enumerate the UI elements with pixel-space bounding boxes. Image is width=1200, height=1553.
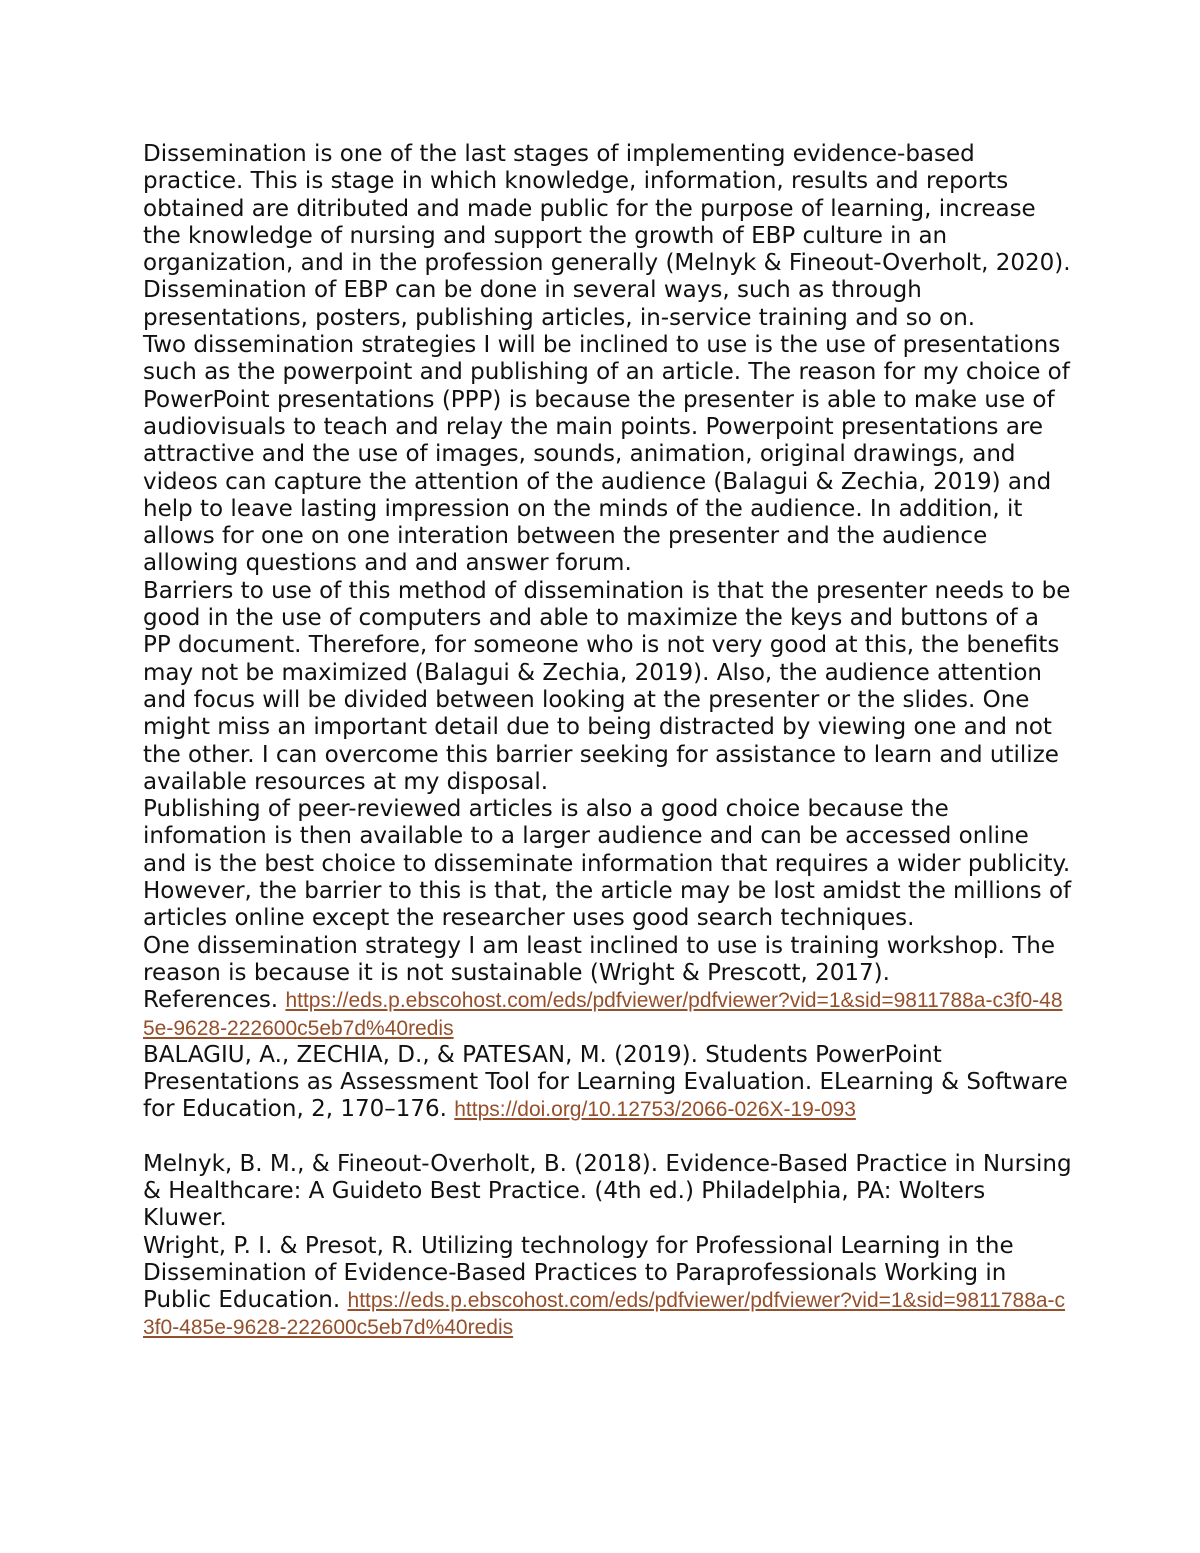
references-heading-link[interactable]: https://eds.p.ebscohost.com/eds/pdfviewer/pdfviewer?vid=1&sid=9811788a-c3f0-485e-9628-222600c5eb7d%40redis	[143, 989, 1063, 1040]
paragraph-least-inclined: One dissemination strategy I am least inclined to use is training workshop. The reason is because it is not sustainable (Wright & Prescott, 2017).	[143, 932, 1056, 986]
reference-melnyk: Melnyk, B. M., & Fineout-Overholt, B. (2018). Evidence-Based Practice in Nursing & Healthcare: A Guideto Best Practice. (4th ed.) Philadelphia, PA: Wolters Kluwer.	[143, 1150, 1072, 1232]
reference-wright-link[interactable]: https://eds.p.ebscohost.com/eds/pdfviewer/pdfviewer?vid=1&sid=9811788a-c3f0-485e-9628-222600c5eb7d%40redis	[143, 1289, 1066, 1340]
reference-balagiu-text: BALAGIU, A., ZECHIA, D., & PATESAN, M. (2019). Students PowerPoint Presentations as Assessment Tool for Learning Evaluation. ELearning & Software for Education, 2, 170–176.	[143, 1041, 1068, 1123]
reference-wright	[143, 1233, 1073, 1342]
document-page	[143, 141, 1073, 1342]
paragraph-barriers: Barriers to use of this method of dissemination is that the presenter needs to be good in the use of computers and able to maximize the keys and buttons of a PP document. Therefore, for someone who is not very good at this, the benefits may not be maximized (Balagui & Zechia, 2019). Also, the audience attention and focus will be divided between looking at the presenter or the slides. One might miss an important detail due to being distracted by viewing one and not the other. I can overcome this barrier seeking for assistance to learn and utilize available resources at my disposal.	[143, 577, 1071, 795]
references-block	[143, 987, 1073, 1042]
paragraph-intro: Dissemination is one of the last stages of implementing evidence-based practice. This is stage in which knowledge, information, results and reports obtained are ditributed and made public for the purpose of learning, increase the knowledge of nursing and support the growth of EBP culture in an organization, and in the profession generally (Melnyk & Fineout-Overholt, 2020). Dissemination of EBP can be done in several ways, such as through presentations, posters, publishing articles, in-service training and so on.	[143, 141, 1071, 331]
spacer	[143, 1124, 1073, 1151]
references-heading: References.	[143, 987, 279, 1014]
paragraph-publishing: Publishing of peer-reviewed articles is also a good choice because the infomation is then available to a larger audience and can be accessed online and is the best choice to disseminate information that requires a wider publicity. However, the barrier to this is that, the article may be lost amidst the millions of articles online except the researcher uses good search techniques.	[143, 796, 1072, 932]
reference-balagiu-doi-link[interactable]: https://doi.org/10.12753/2066-026X-19-093	[454, 1098, 856, 1122]
reference-balagiu	[143, 1042, 1073, 1124]
reference-wright-text: Wright, P. I. & Presot, R. Utilizing technology for Professional Learning in the Dissemination of Evidence-Based Practices to Paraprofessionals Working in Public Education.	[143, 1232, 1014, 1314]
paragraph-strategies: Two dissemination strategies I will be inclined to use is the use of presentations such as the powerpoint and publishing of an article. The reason for my choice of PowerPoint presentations (PPP) is because the presenter is able to make use of audiovisuals to teach and relay the main points. Powerpoint presentations are attractive and the use of images, sounds, animation, original drawings, and videos can capture the attention of the audience (Balagui & Zechia, 2019) and help to leave lasting impression on the minds of the audience. In addition, it allows for one on one interation between the presenter and the audience allowing questions and and answer forum.	[143, 332, 1070, 577]
